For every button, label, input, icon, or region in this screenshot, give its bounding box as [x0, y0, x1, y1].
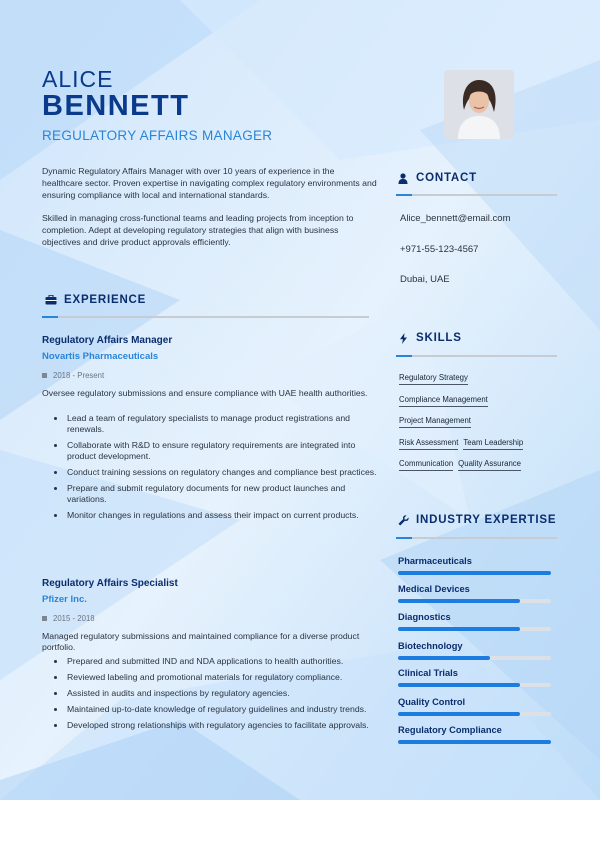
expertise-label: Clinical Trials [398, 668, 458, 678]
skill-tag: Compliance Management [399, 395, 488, 407]
last-name: BENNETT [42, 90, 190, 122]
skills-row [399, 373, 564, 385]
expertise-track [398, 656, 551, 660]
job-1-date-text: 2018 - Present [53, 371, 105, 380]
expertise-fill [398, 683, 520, 687]
expertise-label: Biotechnology [398, 641, 463, 651]
summary-paragraph-1: Dynamic Regulatory Affairs Manager with over 10 years of experience in the healthcare sector. Proven expertise in navigating complex regulatory environments and ensuring compliance with local and international standards. [42, 166, 377, 200]
expertise-item [398, 584, 553, 603]
contact-rule-accent [396, 194, 412, 196]
calendar-icon [42, 616, 47, 621]
contact-heading [396, 172, 477, 184]
skills-rule [396, 355, 557, 357]
job-2-company: Pfizer Inc. [42, 594, 87, 605]
expertise-track [398, 599, 551, 603]
expertise-item [398, 612, 553, 631]
expertise-label: Regulatory Compliance [398, 725, 502, 735]
expertise-item [398, 668, 553, 687]
experience-title: EXPERIENCE [64, 294, 147, 306]
skills-row [399, 459, 564, 471]
expertise-track [398, 740, 551, 744]
expertise-item [398, 697, 553, 716]
expertise-fill [398, 571, 551, 575]
skills-list [399, 373, 564, 481]
job-2-bullet: Assisted in audits and inspections by regulatory agencies. [52, 688, 377, 699]
expertise-track [398, 627, 551, 631]
briefcase-icon [44, 295, 58, 305]
expertise-label: Medical Devices [398, 584, 470, 594]
skills-row [399, 416, 564, 428]
skill-tag: Quality Assurance [458, 459, 521, 471]
skills-rule-accent [396, 355, 412, 357]
experience-rule-accent [42, 316, 58, 318]
job-2-bullet: Prepared and submitted IND and NDA applications to health authorities. [52, 656, 377, 667]
job-2-position: Regulatory Affairs Specialist [42, 578, 178, 589]
expertise-fill [398, 627, 520, 631]
job-1-company: Novartis Pharmaceuticals [42, 351, 159, 362]
job-2-date-text: 2015 - 2018 [53, 614, 95, 623]
job-1-description: Oversee regulatory submissions and ensure compliance with UAE health authorities. [42, 388, 368, 398]
job-2-bullet: Developed strong relationships with regulatory agencies to facilitate approvals. [52, 720, 377, 731]
skill-tag: Communication [399, 459, 453, 471]
job-2-bullet: Maintained up-to-date knowledge of regulatory guidelines and industry trends. [52, 704, 377, 715]
expertise-fill [398, 656, 490, 660]
contact-title: CONTACT [416, 172, 477, 184]
job-1-bullet: Lead a team of regulatory specialists to manage product registrations and renewals. [52, 413, 377, 435]
expertise-fill [398, 712, 520, 716]
lightning-icon [396, 333, 410, 344]
first-name: ALICE [42, 66, 114, 92]
skill-tag: Team Leadership [463, 438, 523, 450]
job-1-bullet: Prepare and submit regulatory documents for new product launches and variations. [52, 483, 377, 505]
expertise-fill [398, 599, 520, 603]
calendar-icon [42, 373, 47, 378]
job-1-bullet: Collaborate with R&D to ensure regulatory requirements are integrated into product development. [52, 440, 377, 462]
contact-rule [396, 194, 557, 196]
expertise-label: Diagnostics [398, 612, 451, 622]
experience-heading [44, 294, 146, 306]
expertise-label: Pharmaceuticals [398, 556, 472, 566]
wrench-icon [396, 515, 410, 526]
summary [42, 166, 377, 261]
contact-email[interactable]: Alice_bennett@email.com [400, 213, 511, 224]
skills-row [399, 438, 564, 450]
job-2-dates [42, 614, 95, 623]
person-icon [396, 173, 410, 184]
summary-paragraph-2: Skilled in managing cross-functional teams and leading projects from inception to completion. Adept at developing regulatory strategies that align with business objectives and drive product approvals efficiently. [42, 213, 354, 247]
expertise-track [398, 571, 551, 575]
contact-location: Dubai, UAE [400, 274, 450, 285]
skill-tag: Project Management [399, 416, 471, 428]
expertise-rule-accent [396, 537, 412, 539]
expertise-title: INDUSTRY EXPERTISE [416, 514, 557, 526]
expertise-track [398, 683, 551, 687]
job-2-bullets [52, 656, 377, 736]
job-1-bullet: Conduct training sessions on regulatory changes and compliance best practices. [52, 467, 377, 478]
experience-rule [42, 316, 369, 318]
skill-tag: Risk Assessment [399, 438, 458, 450]
job-1-bullets [52, 413, 377, 526]
expertise-item [398, 641, 553, 660]
expertise-rule [396, 537, 557, 539]
expertise-fill [398, 740, 551, 744]
expertise-track [398, 712, 551, 716]
expertise-item [398, 556, 553, 575]
job-1-bullet: Monitor changes in regulations and assess their impact on current products. [52, 510, 377, 521]
expertise-heading [396, 514, 556, 526]
job-2-bullet: Reviewed labeling and promotional materials for regulatory compliance. [52, 672, 377, 683]
job-title: REGULATORY AFFAIRS MANAGER [42, 128, 273, 143]
profile-photo-illustration [444, 70, 514, 139]
job-2-description: Managed regulatory submissions and maintained compliance for a diverse product portfolio. [42, 631, 360, 652]
job-1-dates [42, 371, 104, 380]
contact-phone: +971-55-123-4567 [400, 244, 479, 255]
skills-heading [396, 332, 462, 344]
skills-title: SKILLS [416, 332, 462, 344]
profile-photo [444, 70, 514, 139]
expertise-item [398, 725, 553, 744]
expertise-label: Quality Control [398, 697, 466, 707]
job-1-position: Regulatory Affairs Manager [42, 335, 173, 346]
skill-tag: Regulatory Strategy [399, 373, 468, 385]
skills-row [399, 395, 564, 407]
